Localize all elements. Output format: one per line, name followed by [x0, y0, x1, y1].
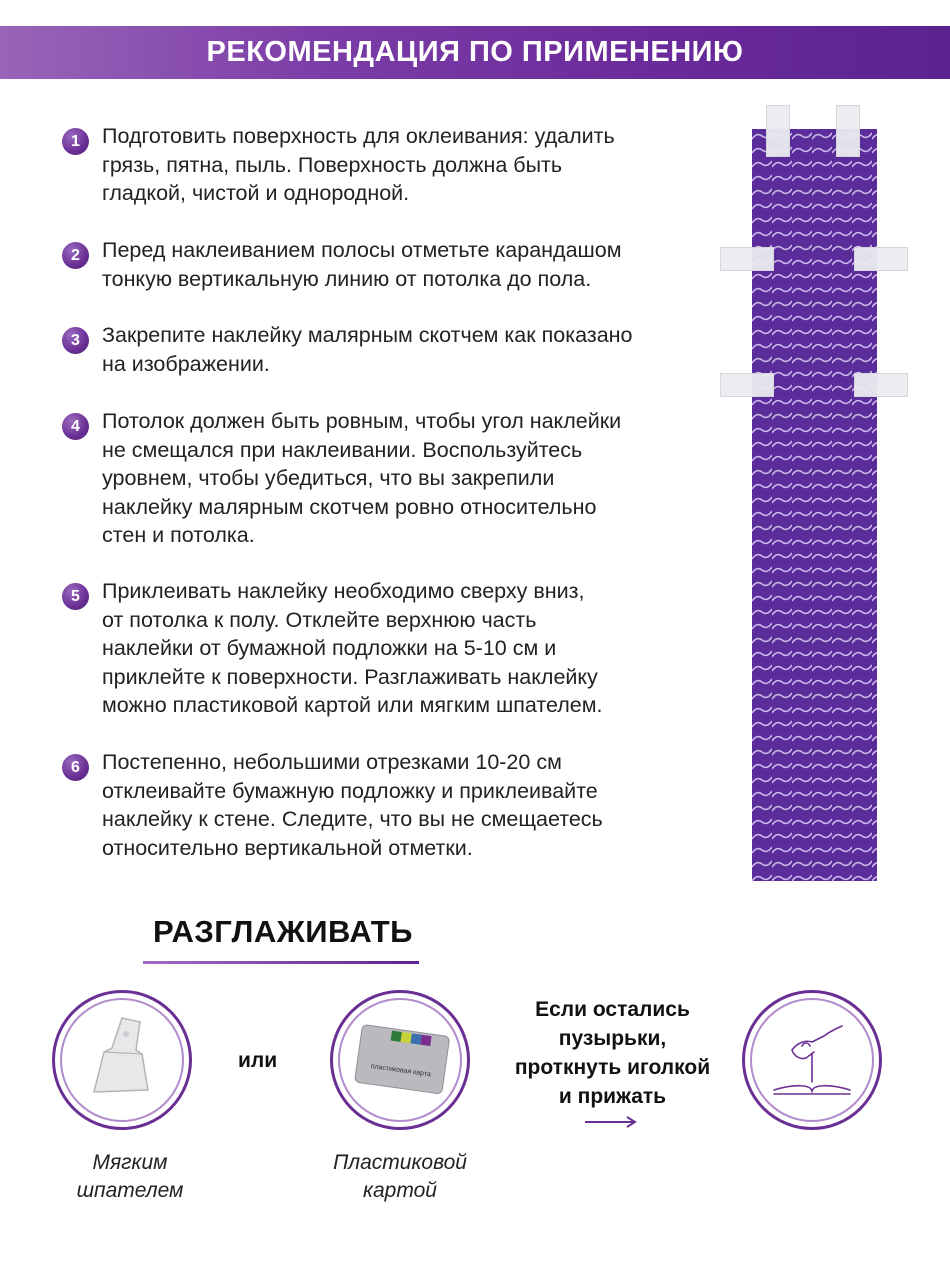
- sticker-strip-illustration: [718, 105, 910, 885]
- arrow-right-icon: [585, 1114, 639, 1130]
- card-caption: Пластиковой картой: [333, 1151, 467, 1202]
- wavy-pattern-strip: [752, 129, 877, 881]
- step-text: Закрепите наклейку малярным скотчем как показано на изображении.: [102, 323, 633, 376]
- masking-tape: [854, 247, 908, 271]
- step-text: Потолок должен быть ровным, чтобы угол наклейки не смещался при наклеивании. Воспользуйтесь уровнем, чтобы убедиться, что вы закрепили наклейку малярным скотчем ровно относительно стен и потолка.: [102, 409, 622, 547]
- step-text: Перед наклеиванием полосы отметьте карандашом тонкую вертикальную линию от потолка до пола.: [102, 238, 622, 291]
- card-label: пластиковая карта: [370, 1063, 432, 1079]
- step-text: Приклеивать наклейку необходимо сверху вниз, от потолка к полу. Отклейте верхнюю часть наклейки от бумажной подложки на 5-10 см и приклейте к поверхности. Разглаживать наклейку можно пластиковой картой или мягким шпателем.: [102, 579, 603, 717]
- title-underline: [143, 961, 419, 964]
- needle-circle: [742, 990, 882, 1130]
- needle-hand-icon: [742, 990, 882, 1130]
- bubble-tip: Если остались пузырьки, проткнуть иголкой и прижать: [514, 998, 711, 1108]
- step-number-badge: 3: [62, 327, 89, 354]
- header-banner: [0, 26, 950, 79]
- step-number-badge: 6: [62, 754, 89, 781]
- card-circle: [330, 990, 470, 1130]
- spatula-caption: Мягким шпателем: [76, 1151, 184, 1202]
- masking-tape: [836, 105, 860, 157]
- page-title: РЕКОМЕНДАЦИЯ ПО ПРИМЕНЕНИЮ: [206, 36, 744, 68]
- spatula-circle: [52, 990, 192, 1130]
- step-number-badge: 5: [62, 583, 89, 610]
- step-number-badge: 2: [62, 242, 89, 269]
- step-number-badge: 4: [62, 413, 89, 440]
- step-text: Постепенно, небольшими отрезками 10-20 см отклеивайте бумажную подложку и приклеивайте наклейку к стене. Следите, что вы не смещаетесь относительно вертикальной отметки.: [102, 750, 603, 860]
- step-text: Подготовить поверхность для оклеивания: удалить грязь, пятна, пыль. Поверхность должна быть гладкой, чистой и однородной.: [102, 124, 615, 205]
- plastic-card-icon: [330, 990, 470, 1130]
- masking-tape: [766, 105, 790, 157]
- spatula-icon: [52, 990, 192, 1130]
- smoothing-title: РАЗГЛАЖИВАТЬ: [153, 914, 413, 949]
- or-label: или: [238, 1049, 278, 1072]
- masking-tape: [720, 247, 774, 271]
- step-number-badge: 1: [62, 128, 89, 155]
- masking-tape: [720, 373, 774, 397]
- masking-tape: [854, 373, 908, 397]
